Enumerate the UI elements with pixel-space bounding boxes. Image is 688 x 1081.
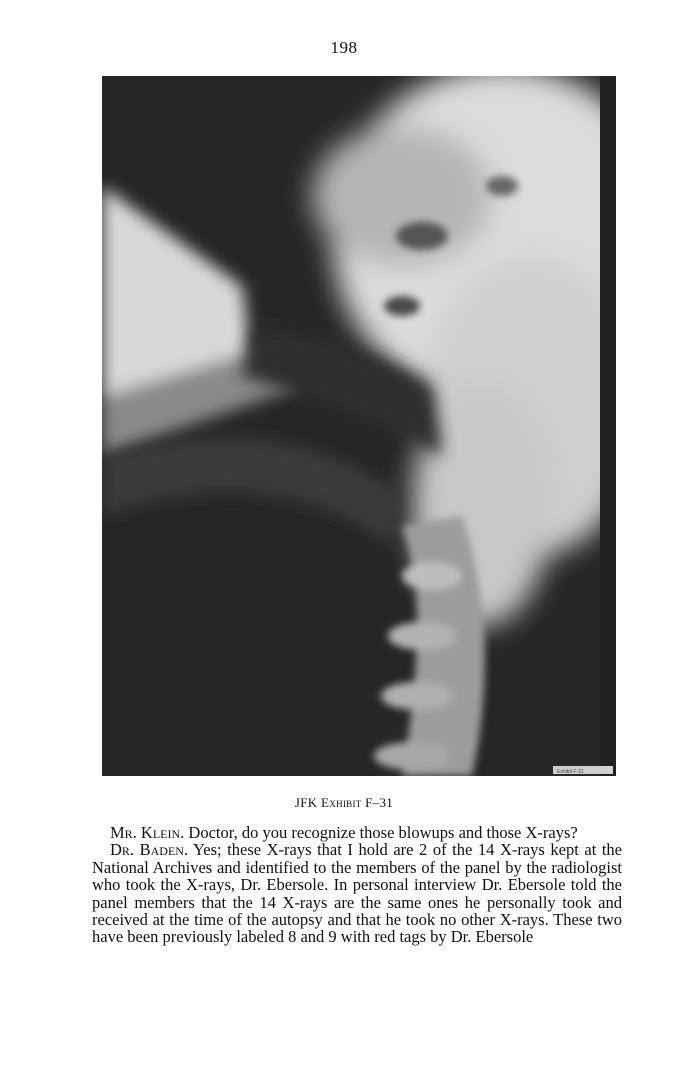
paragraph-body: Doctor, do you recognize those blowups and those X-rays? — [184, 823, 578, 842]
caption-suffix: F–31 — [361, 795, 394, 810]
testimony-text — [92, 824, 622, 946]
xray-corner-label: Exhibit F-31 — [557, 769, 584, 775]
paragraph-body: Yes; these X-rays that I hold are 2 of the 14 X-rays kept at the National Archives and identified to the members of the panel by the radiologist who took the X-rays, Dr. Ebersole. In personal interview Dr. Ebersole told the panel members that the 14 X-rays are the same ones he personally took and received at the time of the autopsy and that he took no other X-rays. These two have been previously labeled 8 and 9 with red tags by Dr. Ebersole — [92, 840, 622, 947]
paragraph-klein — [92, 824, 622, 841]
caption-exhibit: Exhibit — [321, 795, 362, 810]
speaker-name: Mr. Klein. — [110, 823, 185, 842]
caption-prefix: JFK — [294, 795, 322, 810]
page-number: 198 — [330, 38, 358, 57]
xray-photograph — [102, 76, 616, 776]
xray-image — [102, 76, 616, 776]
figure-caption — [0, 795, 688, 811]
speaker-name: Dr. Baden. — [110, 840, 189, 860]
paragraph-baden — [92, 841, 622, 945]
